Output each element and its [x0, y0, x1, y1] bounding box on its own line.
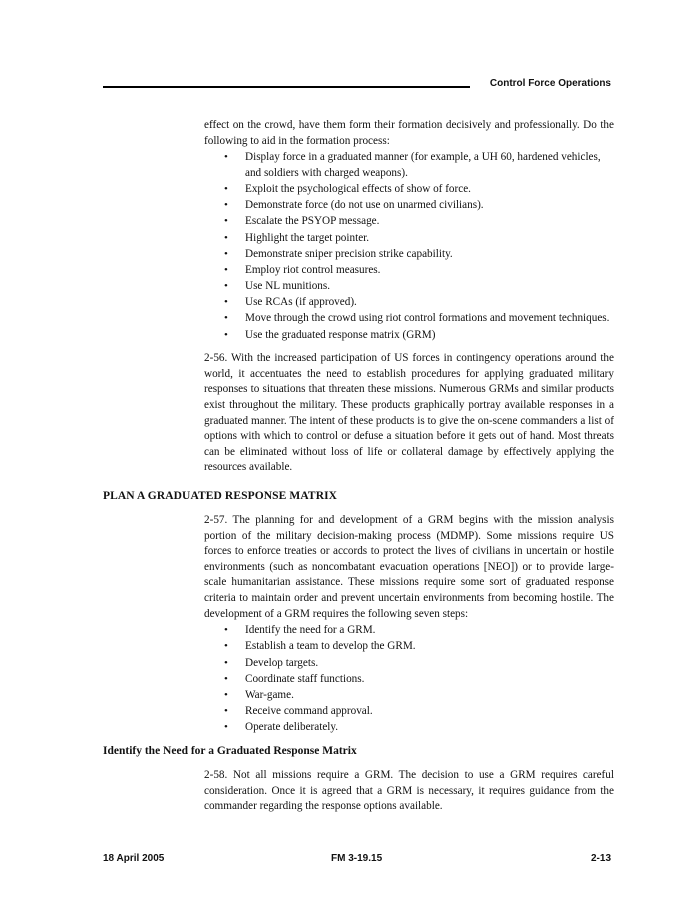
list-item: • Identify the need for a GRM. [204, 623, 614, 639]
list-item: • Use the graduated response matrix (GRM) [204, 328, 614, 344]
paragraph-2-58: 2-58. Not all missions require a GRM. The decision to use a GRM requires careful consideration. Once it is agreed that a GRM is necessary, it requires guidance from the commander regarding the response options available. [204, 769, 614, 813]
list-item: • Employ riot control measures. [204, 263, 614, 279]
header-rule [103, 86, 470, 88]
intro-text: effect on the crowd, have them form their formation decisively and professionally. Do the following to aid in the formation process: [204, 119, 614, 147]
list-item: • Display force in a graduated manner (for example, a UH 60, hardened vehicles, and soldiers with charged weapons). [204, 150, 614, 181]
list-item: • Operate deliberately. [204, 720, 614, 736]
footer-manual-number: FM 3-19.15 [331, 853, 383, 864]
list-item: • Develop targets. [204, 656, 614, 672]
paragraph-2-56: 2-56. With the increased participation of US forces in contingency operations around the world, it accentuates the need to establish procedures for applying graduated military responses to situations that threaten these missions. Numerous GRMs and similar products exist throughout the military. These products graphically portray available responses in a graduated manner. The intent of these products is to give the on-scene commanders a list of options with which to control or defuse a situation before it gets out of hand. Most threats can be eliminated without loss of life or collateral damage by effectively applying the resources available. [204, 352, 614, 474]
list-item: • Demonstrate force (do not use on unarmed civilians). [204, 198, 614, 214]
list-item: • Coordinate staff functions. [204, 672, 614, 688]
list-item: • Receive command approval. [204, 704, 614, 720]
list-item: • Escalate the PSYOP message. [204, 214, 614, 230]
grm-steps-list [204, 623, 614, 736]
list-item: • Demonstrate sniper precision strike capability. [204, 247, 614, 263]
footer-date: 18 April 2005 [103, 853, 165, 864]
paragraph-2-57-block [204, 513, 614, 736]
list-item: • War-game. [204, 688, 614, 704]
list-item: • Use RCAs (if approved). [204, 295, 614, 311]
list-item: • Use NL munitions. [204, 279, 614, 295]
paragraph-2-57: 2-57. The planning for and development of a GRM begins with the mission analysis portion of the military decision-making process (MDMP). Some missions require US forces to enforce treaties or accords to protect the lives of civilians in uncertain or hostile environments (such as noncombatant evacuation operations [NEO]) or to provide large-scale humanitarian assistance. These missions require some sort of graduated response criteria to maintain order and prevent uncertain environments from becoming hostile. The development of a GRM requires the following seven steps: [204, 514, 614, 620]
section-heading: PLAN A GRADUATED RESPONSE MATRIX [103, 490, 338, 502]
list-item: • Establish a team to develop the GRM. [204, 639, 614, 655]
running-header-title: Control Force Operations [489, 78, 611, 89]
show-of-force-list [204, 150, 614, 343]
list-item: • Exploit the psychological effects of show of force. [204, 182, 614, 198]
footer-page-number: 2-13 [590, 853, 611, 864]
intro-block [204, 118, 614, 476]
list-item: • Move through the crowd using riot control formations and movement techniques. [204, 311, 614, 327]
paragraph-2-58-block [204, 768, 614, 815]
list-item: • Highlight the target pointer. [204, 231, 614, 247]
subsection-heading: Identify the Need for a Graduated Response Matrix [103, 745, 357, 757]
